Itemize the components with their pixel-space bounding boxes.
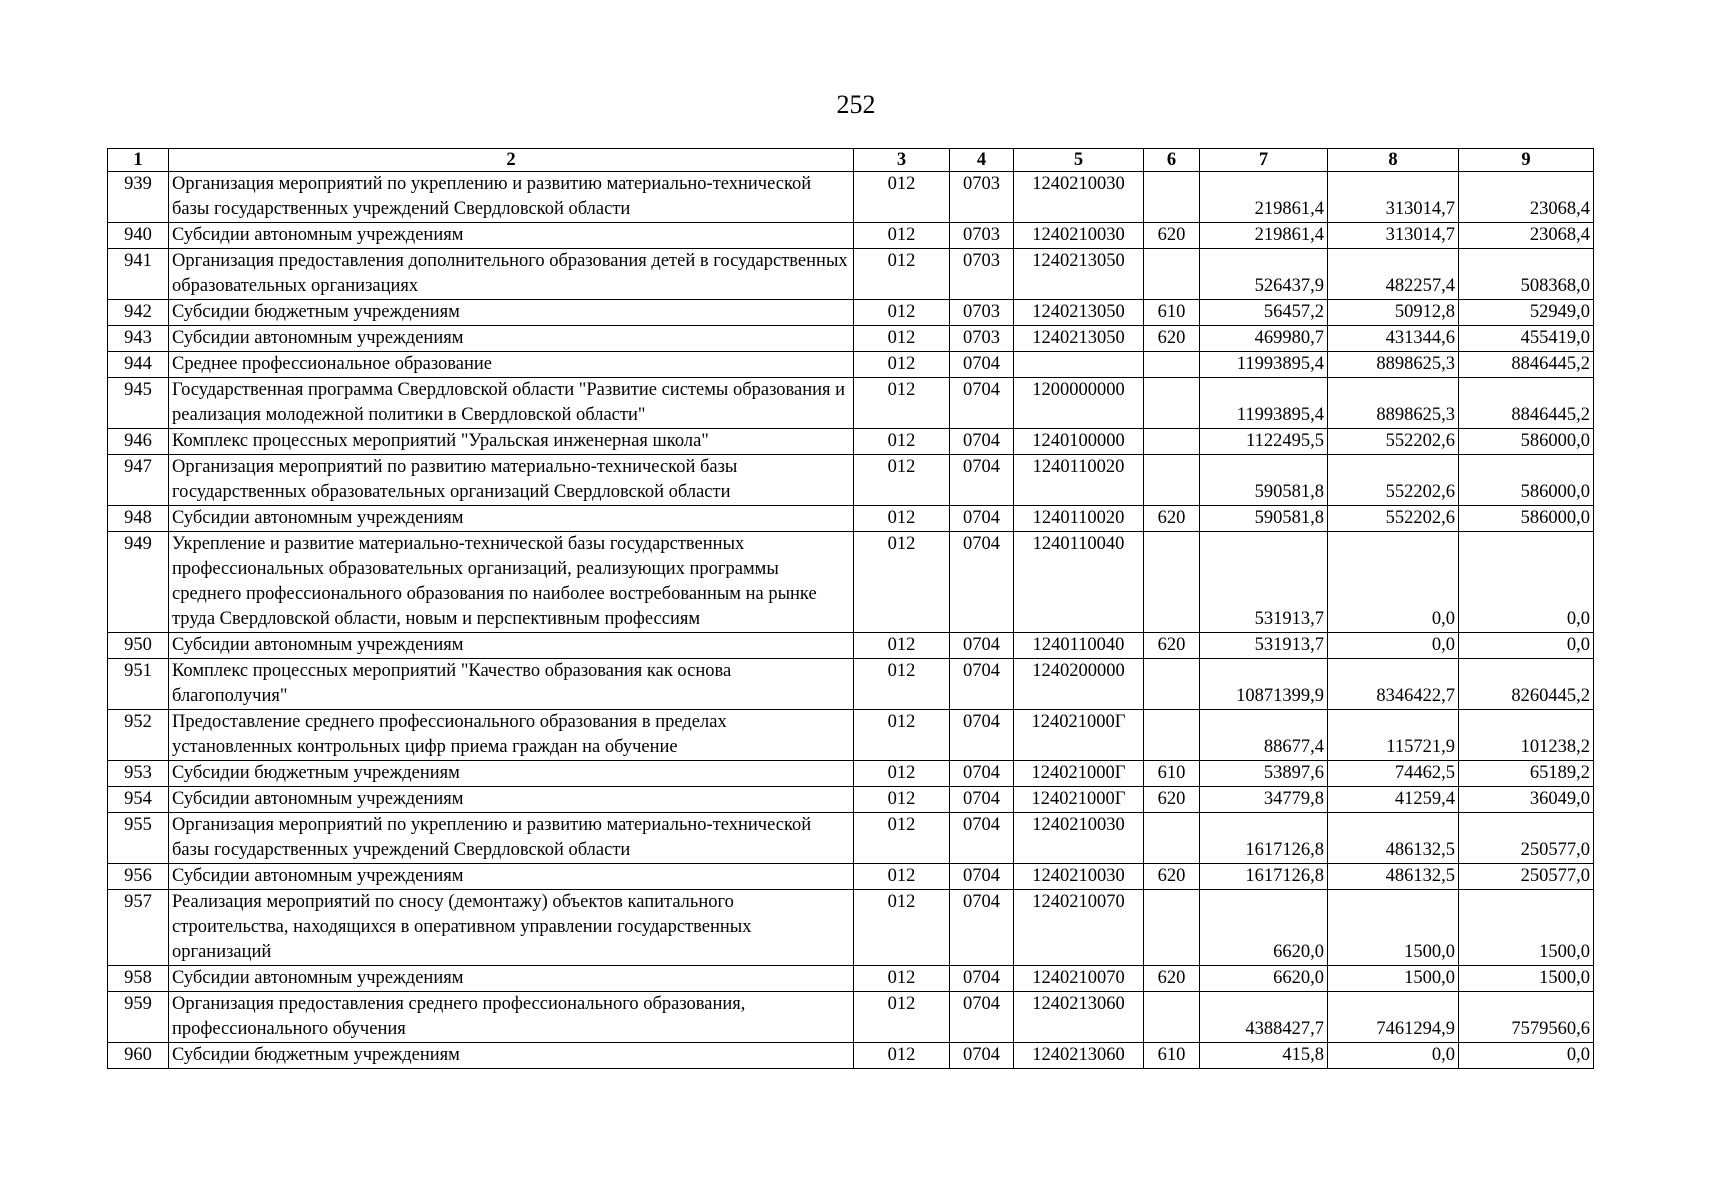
amount-col-7: 1122495,5	[1200, 429, 1328, 455]
amount-col-8: 8898625,3	[1328, 352, 1459, 378]
admin-code: 012	[854, 1043, 950, 1069]
table-row	[108, 659, 1594, 710]
section-code: 0704	[950, 890, 1014, 966]
admin-code: 012	[854, 633, 950, 659]
target-article-code: 1240210030	[1014, 864, 1144, 890]
amount-col-7: 526437,9	[1200, 249, 1328, 300]
item-name: Предоставление среднего профессионального образования в пределах установленных контрольных цифр приема граждан на обучение	[169, 710, 854, 761]
expense-type-code: 620	[1144, 506, 1200, 532]
row-number: 951	[108, 659, 169, 710]
table-row	[108, 378, 1594, 429]
row-number: 948	[108, 506, 169, 532]
amount-col-9: 586000,0	[1459, 429, 1594, 455]
target-article-code: 124021000Г	[1014, 787, 1144, 813]
amount-col-7: 219861,4	[1200, 223, 1328, 249]
table-row	[108, 633, 1594, 659]
admin-code: 012	[854, 249, 950, 300]
target-article-code: 1240110040	[1014, 633, 1144, 659]
amount-col-7: 4388427,7	[1200, 992, 1328, 1043]
item-name: Субсидии автономным учреждениям	[169, 223, 854, 249]
row-number: 959	[108, 992, 169, 1043]
amount-col-7: 469980,7	[1200, 326, 1328, 352]
expense-type-code: 620	[1144, 787, 1200, 813]
amount-col-9: 1500,0	[1459, 890, 1594, 966]
admin-code: 012	[854, 659, 950, 710]
amount-col-7: 590581,8	[1200, 455, 1328, 506]
expense-type-code: 620	[1144, 326, 1200, 352]
item-name: Субсидии автономным учреждениям	[169, 326, 854, 352]
expense-type-code: 610	[1144, 1043, 1200, 1069]
row-number: 944	[108, 352, 169, 378]
amount-col-8: 50912,8	[1328, 300, 1459, 326]
section-code: 0704	[950, 506, 1014, 532]
item-name: Укрепление и развитие материально-технической базы государственных профессиональных образовательных организаций, реализующих программы среднего профессионального образования по наиболее востребованным на рынке труда Свердловской области, новым и перспективным профессиям	[169, 532, 854, 633]
section-code: 0704	[950, 352, 1014, 378]
section-code: 0704	[950, 378, 1014, 429]
item-name: Организация мероприятий по укреплению и развитию материально-технической базы государственных учреждений Свердловской области	[169, 813, 854, 864]
row-number: 942	[108, 300, 169, 326]
amount-col-7: 53897,6	[1200, 761, 1328, 787]
table-row	[108, 761, 1594, 787]
target-article-code: 1240213050	[1014, 326, 1144, 352]
row-number: 943	[108, 326, 169, 352]
row-number: 941	[108, 249, 169, 300]
target-article-code: 124021000Г	[1014, 761, 1144, 787]
admin-code: 012	[854, 455, 950, 506]
table-row	[108, 352, 1594, 378]
admin-code: 012	[854, 352, 950, 378]
row-number: 947	[108, 455, 169, 506]
table-row	[108, 864, 1594, 890]
target-article-code: 1240110020	[1014, 455, 1144, 506]
section-code: 0704	[950, 633, 1014, 659]
target-article-code: 1240213050	[1014, 300, 1144, 326]
amount-col-8: 552202,6	[1328, 506, 1459, 532]
column-header-8: 8	[1328, 149, 1459, 172]
row-number: 957	[108, 890, 169, 966]
amount-col-8: 0,0	[1328, 1043, 1459, 1069]
item-name: Среднее профессиональное образование	[169, 352, 854, 378]
amount-col-8: 8346422,7	[1328, 659, 1459, 710]
table-row	[108, 992, 1594, 1043]
row-number: 946	[108, 429, 169, 455]
amount-col-8: 313014,7	[1328, 223, 1459, 249]
item-name: Государственная программа Свердловской области "Развитие системы образования и реализация молодежной политики в Свердловской области"	[169, 378, 854, 429]
amount-col-9: 250577,0	[1459, 864, 1594, 890]
item-name: Реализация мероприятий по сносу (демонтажу) объектов капитального строительства, находящихся в оперативном управлении государственных организаций	[169, 890, 854, 966]
admin-code: 012	[854, 890, 950, 966]
admin-code: 012	[854, 172, 950, 223]
admin-code: 012	[854, 813, 950, 864]
section-code: 0704	[950, 1043, 1014, 1069]
amount-col-8: 552202,6	[1328, 429, 1459, 455]
target-article-code: 1240200000	[1014, 659, 1144, 710]
expense-type-code	[1144, 659, 1200, 710]
row-number: 956	[108, 864, 169, 890]
item-name: Субсидии бюджетным учреждениям	[169, 1043, 854, 1069]
item-name: Субсидии автономным учреждениям	[169, 787, 854, 813]
section-code: 0703	[950, 172, 1014, 223]
row-number: 958	[108, 966, 169, 992]
admin-code: 012	[854, 864, 950, 890]
table-row	[108, 787, 1594, 813]
table-row	[108, 326, 1594, 352]
admin-code: 012	[854, 532, 950, 633]
column-header-2: 2	[169, 149, 854, 172]
amount-col-9: 455419,0	[1459, 326, 1594, 352]
amount-col-8: 1500,0	[1328, 966, 1459, 992]
table-row	[108, 506, 1594, 532]
amount-col-7: 531913,7	[1200, 633, 1328, 659]
amount-col-9: 8846445,2	[1459, 378, 1594, 429]
item-name: Субсидии автономным учреждениям	[169, 506, 854, 532]
target-article-code: 1240213060	[1014, 992, 1144, 1043]
amount-col-8: 552202,6	[1328, 455, 1459, 506]
table-row	[108, 455, 1594, 506]
amount-col-7: 531913,7	[1200, 532, 1328, 633]
amount-col-8: 431344,6	[1328, 326, 1459, 352]
amount-col-8: 486132,5	[1328, 864, 1459, 890]
section-code: 0704	[950, 761, 1014, 787]
amount-col-7: 415,8	[1200, 1043, 1328, 1069]
amount-col-7: 88677,4	[1200, 710, 1328, 761]
column-header-9: 9	[1459, 149, 1594, 172]
table-row	[108, 966, 1594, 992]
amount-col-9: 8260445,2	[1459, 659, 1594, 710]
table-row	[108, 172, 1594, 223]
target-article-code: 1240210070	[1014, 890, 1144, 966]
admin-code: 012	[854, 761, 950, 787]
expense-type-code	[1144, 992, 1200, 1043]
amount-col-9: 0,0	[1459, 633, 1594, 659]
admin-code: 012	[854, 710, 950, 761]
column-header-1: 1	[108, 149, 169, 172]
amount-col-9: 586000,0	[1459, 506, 1594, 532]
item-name: Организация мероприятий по укреплению и развитию материально-технической базы государственных учреждений Свердловской области	[169, 172, 854, 223]
amount-col-8: 482257,4	[1328, 249, 1459, 300]
amount-col-9: 0,0	[1459, 1043, 1594, 1069]
budget-table	[107, 148, 1594, 1069]
amount-col-8: 74462,5	[1328, 761, 1459, 787]
amount-col-9: 65189,2	[1459, 761, 1594, 787]
amount-col-7: 590581,8	[1200, 506, 1328, 532]
expense-type-code	[1144, 532, 1200, 633]
amount-col-9: 586000,0	[1459, 455, 1594, 506]
section-code: 0704	[950, 659, 1014, 710]
expense-type-code: 620	[1144, 966, 1200, 992]
table-row	[108, 890, 1594, 966]
table-row	[108, 1043, 1594, 1069]
amount-col-7: 56457,2	[1200, 300, 1328, 326]
amount-col-8: 7461294,9	[1328, 992, 1459, 1043]
target-article-code: 1240210030	[1014, 813, 1144, 864]
admin-code: 012	[854, 787, 950, 813]
section-code: 0704	[950, 813, 1014, 864]
target-article-code: 1240100000	[1014, 429, 1144, 455]
row-number: 952	[108, 710, 169, 761]
expense-type-code: 610	[1144, 300, 1200, 326]
expense-type-code	[1144, 429, 1200, 455]
table-row	[108, 429, 1594, 455]
admin-code: 012	[854, 506, 950, 532]
target-article-code: 1240110040	[1014, 532, 1144, 633]
row-number: 960	[108, 1043, 169, 1069]
section-code: 0704	[950, 455, 1014, 506]
section-code: 0703	[950, 249, 1014, 300]
amount-col-7: 11993895,4	[1200, 378, 1328, 429]
admin-code: 012	[854, 966, 950, 992]
admin-code: 012	[854, 378, 950, 429]
page-number: 252	[836, 90, 876, 119]
amount-col-7: 1617126,8	[1200, 864, 1328, 890]
item-name: Организация предоставления среднего профессионального образования, профессионального обучения	[169, 992, 854, 1043]
amount-col-8: 8898625,3	[1328, 378, 1459, 429]
amount-col-7: 1617126,8	[1200, 813, 1328, 864]
column-header-4: 4	[950, 149, 1014, 172]
amount-col-7: 6620,0	[1200, 966, 1328, 992]
target-article-code: 124021000Г	[1014, 710, 1144, 761]
section-code: 0704	[950, 429, 1014, 455]
admin-code: 012	[854, 300, 950, 326]
amount-col-8: 41259,4	[1328, 787, 1459, 813]
expense-type-code: 610	[1144, 761, 1200, 787]
row-number: 955	[108, 813, 169, 864]
section-code: 0704	[950, 710, 1014, 761]
item-name: Комплекс процессных мероприятий "Уральская инженерная школа"	[169, 429, 854, 455]
amount-col-8: 115721,9	[1328, 710, 1459, 761]
amount-col-9: 101238,2	[1459, 710, 1594, 761]
amount-col-9: 23068,4	[1459, 172, 1594, 223]
amount-col-7: 219861,4	[1200, 172, 1328, 223]
amount-col-9: 23068,4	[1459, 223, 1594, 249]
item-name: Субсидии автономным учреждениям	[169, 633, 854, 659]
section-code: 0704	[950, 864, 1014, 890]
section-code: 0704	[950, 992, 1014, 1043]
amount-col-8: 486132,5	[1328, 813, 1459, 864]
amount-col-9: 508368,0	[1459, 249, 1594, 300]
item-name: Организация предоставления дополнительного образования детей в государственных образовательных организациях	[169, 249, 854, 300]
item-name: Субсидии автономным учреждениям	[169, 864, 854, 890]
row-number: 945	[108, 378, 169, 429]
amount-col-9: 1500,0	[1459, 966, 1594, 992]
amount-col-8: 1500,0	[1328, 890, 1459, 966]
row-number: 949	[108, 532, 169, 633]
expense-type-code	[1144, 352, 1200, 378]
target-article-code: 1240213050	[1014, 249, 1144, 300]
table-row	[108, 249, 1594, 300]
amount-col-9: 0,0	[1459, 532, 1594, 633]
target-article-code: 1240210070	[1014, 966, 1144, 992]
expense-type-code: 620	[1144, 223, 1200, 249]
target-article-code: 1240110020	[1014, 506, 1144, 532]
item-name: Субсидии автономным учреждениям	[169, 966, 854, 992]
table-row	[108, 223, 1594, 249]
table-row	[108, 710, 1594, 761]
amount-col-8: 313014,7	[1328, 172, 1459, 223]
section-code: 0704	[950, 966, 1014, 992]
amount-col-9: 7579560,6	[1459, 992, 1594, 1043]
expense-type-code	[1144, 172, 1200, 223]
column-header-5: 5	[1014, 149, 1144, 172]
expense-type-code	[1144, 890, 1200, 966]
expense-type-code: 620	[1144, 864, 1200, 890]
expense-type-code	[1144, 249, 1200, 300]
amount-col-9: 36049,0	[1459, 787, 1594, 813]
admin-code: 012	[854, 992, 950, 1043]
item-name: Организация мероприятий по развитию материально-технической базы государственных образовательных организаций Свердловской области	[169, 455, 854, 506]
target-article-code: 1200000000	[1014, 378, 1144, 429]
amount-col-7: 11993895,4	[1200, 352, 1328, 378]
admin-code: 012	[854, 326, 950, 352]
section-code: 0703	[950, 326, 1014, 352]
admin-code: 012	[854, 429, 950, 455]
section-code: 0703	[950, 300, 1014, 326]
item-name: Субсидии бюджетным учреждениям	[169, 761, 854, 787]
row-number: 950	[108, 633, 169, 659]
row-number: 940	[108, 223, 169, 249]
target-article-code: 1240210030	[1014, 223, 1144, 249]
expense-type-code	[1144, 378, 1200, 429]
expense-type-code	[1144, 813, 1200, 864]
column-header-7: 7	[1200, 149, 1328, 172]
section-code: 0704	[950, 532, 1014, 633]
expense-type-code	[1144, 455, 1200, 506]
table-row	[108, 813, 1594, 864]
header-row	[108, 149, 1594, 172]
table-row	[108, 532, 1594, 633]
amount-col-8: 0,0	[1328, 633, 1459, 659]
section-code: 0704	[950, 787, 1014, 813]
expense-type-code	[1144, 710, 1200, 761]
amount-col-7: 10871399,9	[1200, 659, 1328, 710]
target-article-code	[1014, 352, 1144, 378]
section-code: 0703	[950, 223, 1014, 249]
row-number: 953	[108, 761, 169, 787]
amount-col-7: 6620,0	[1200, 890, 1328, 966]
table-body	[108, 172, 1594, 1069]
column-header-3: 3	[854, 149, 950, 172]
item-name: Комплекс процессных мероприятий "Качество образования как основа благополучия"	[169, 659, 854, 710]
row-number: 939	[108, 172, 169, 223]
table-row	[108, 300, 1594, 326]
amount-col-9: 52949,0	[1459, 300, 1594, 326]
item-name: Субсидии бюджетным учреждениям	[169, 300, 854, 326]
row-number: 954	[108, 787, 169, 813]
expense-type-code: 620	[1144, 633, 1200, 659]
amount-col-9: 250577,0	[1459, 813, 1594, 864]
amount-col-8: 0,0	[1328, 532, 1459, 633]
column-header-6: 6	[1144, 149, 1200, 172]
target-article-code: 1240210030	[1014, 172, 1144, 223]
target-article-code: 1240213060	[1014, 1043, 1144, 1069]
amount-col-7: 34779,8	[1200, 787, 1328, 813]
amount-col-9: 8846445,2	[1459, 352, 1594, 378]
admin-code: 012	[854, 223, 950, 249]
